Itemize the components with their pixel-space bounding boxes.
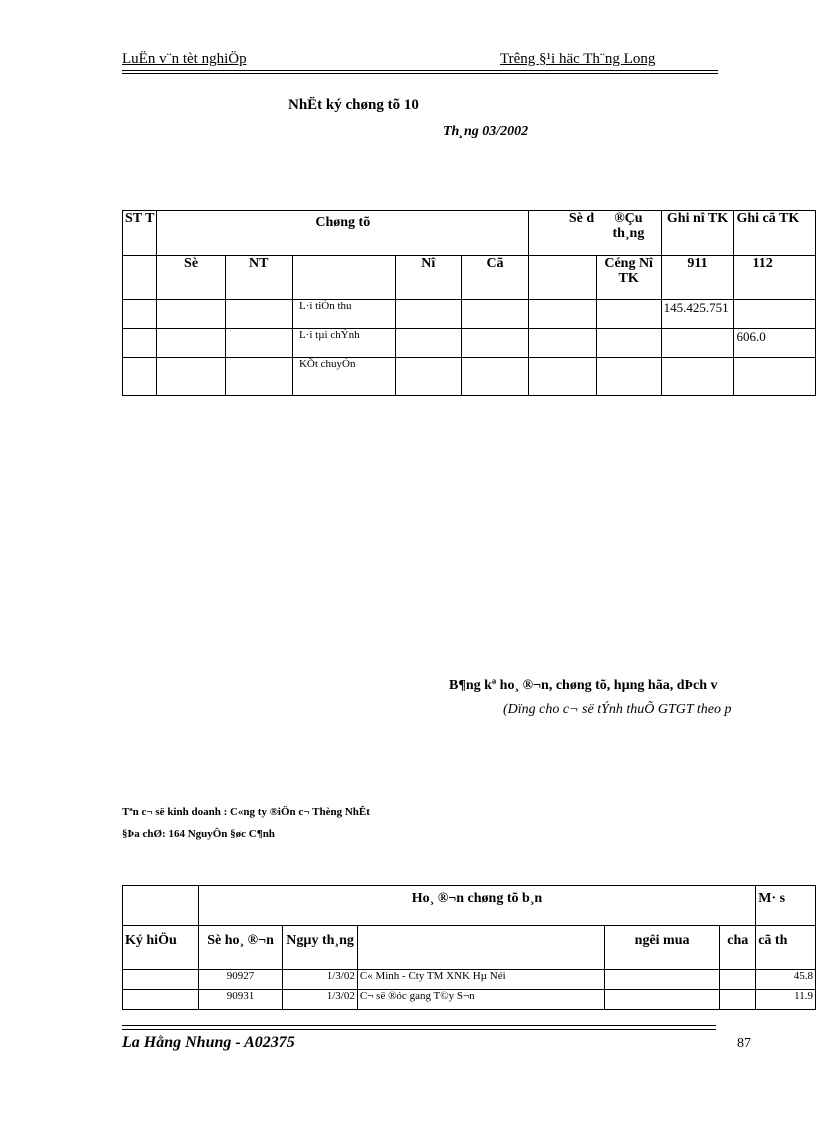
row-label: L·i tiÒn thu <box>292 300 395 329</box>
row-label: KÕt chuyÓn <box>292 358 395 396</box>
col-ghi-no-header: Ghi nî TK <box>661 211 734 256</box>
col-911-header: 911 <box>661 256 734 300</box>
header-rule-double <box>122 73 718 74</box>
invoice-date: 1/3/02 <box>283 970 358 990</box>
footer-rule-double <box>122 1029 716 1030</box>
col-ky-hieu-header: Ký hiÖu <box>123 926 199 970</box>
header-university-label: Trêng §¹i häc Th¨ng Long <box>500 51 656 67</box>
col-nguoi-mua-header: ngêi mua <box>604 926 719 970</box>
col-ngay-thang-header: Ngµy th¸ng <box>283 926 358 970</box>
row-value-112 <box>734 300 816 329</box>
journal-period: Th¸ng 03/2002 <box>443 124 529 139</box>
col-so-header: Sè <box>157 256 225 300</box>
footer-author: La Hằng Nhung - A02375 <box>122 1034 295 1051</box>
row-value-911 <box>661 329 734 358</box>
col-ghi-co-header: Ghi cã TK <box>734 211 816 256</box>
business-address: §Þa chØ: 164 NguyÔn §øc C¶nh <box>122 828 275 840</box>
page-number: 87 <box>737 1036 751 1051</box>
invoice-amount: 11.9 <box>756 990 816 1010</box>
col-doi-ung-header: ®Çu th¸ng <box>596 211 661 256</box>
invoice-number: 90927 <box>198 970 282 990</box>
cell-empty <box>123 256 157 300</box>
row-value-112 <box>734 358 816 396</box>
invoice-date: 1/3/02 <box>283 990 358 1010</box>
cell-empty <box>292 256 395 300</box>
invoice-amount: 45.8 <box>756 970 816 990</box>
col-112-header: 112 <box>734 256 816 300</box>
invoice-group-header: Ho¸ ®¬n chøng tõ b¸n <box>198 886 755 926</box>
col-ms-header: M· s <box>756 886 816 926</box>
bangke-title: B¶ng kª ho¸ ®¬n, chøng tõ, hµng hãa, dÞch v <box>449 678 718 693</box>
row-value-911 <box>661 358 734 396</box>
col-cong-no-header: Céng Nî TK <box>596 256 661 300</box>
col-co-th-header: cã th <box>756 926 816 970</box>
invoice-table <box>122 885 816 1010</box>
buyer-name: C¬ së ®óc gang T©y S¬n <box>357 990 604 1010</box>
col-chung-tu-header: Chøng tõ <box>157 211 529 256</box>
col-no-header: Nî <box>395 256 461 300</box>
col-stt-header: ST T <box>123 211 157 256</box>
buyer-name: C« Minh - Cty TM XNK Hµ Néi <box>357 970 604 990</box>
journal-table <box>122 210 816 396</box>
col-so-hoa-don-header: Sè ho¸ ®¬n <box>198 926 282 970</box>
row-value-112: 606.0 <box>734 329 816 358</box>
row-label: L·i tµi chÝnh <box>292 329 395 358</box>
col-cha-header: cha <box>720 926 756 970</box>
header-thesis-label: LuËn v¨n tèt nghiÖp <box>122 51 247 67</box>
cell-empty <box>529 256 597 300</box>
col-so-du-header: Sè d <box>529 211 597 256</box>
cell-empty <box>357 926 604 970</box>
footer-rule <box>122 1025 716 1026</box>
col-nt-header: NT <box>225 256 292 300</box>
bangke-subtitle: (Dïng cho c¬ së tÝnh thuÕ GTGT theo p <box>503 702 732 717</box>
col-co-header: Cã <box>461 256 528 300</box>
header-rule <box>122 70 718 71</box>
row-value-911: 145.425.751 <box>661 300 734 329</box>
journal-title: NhËt ký chøng tõ 10 <box>288 97 419 113</box>
invoice-number: 90931 <box>198 990 282 1010</box>
business-name: Tªn c¬ së kinh doanh : C«ng ty ®iÖn c¬ Thèng NhÊt <box>122 806 370 818</box>
